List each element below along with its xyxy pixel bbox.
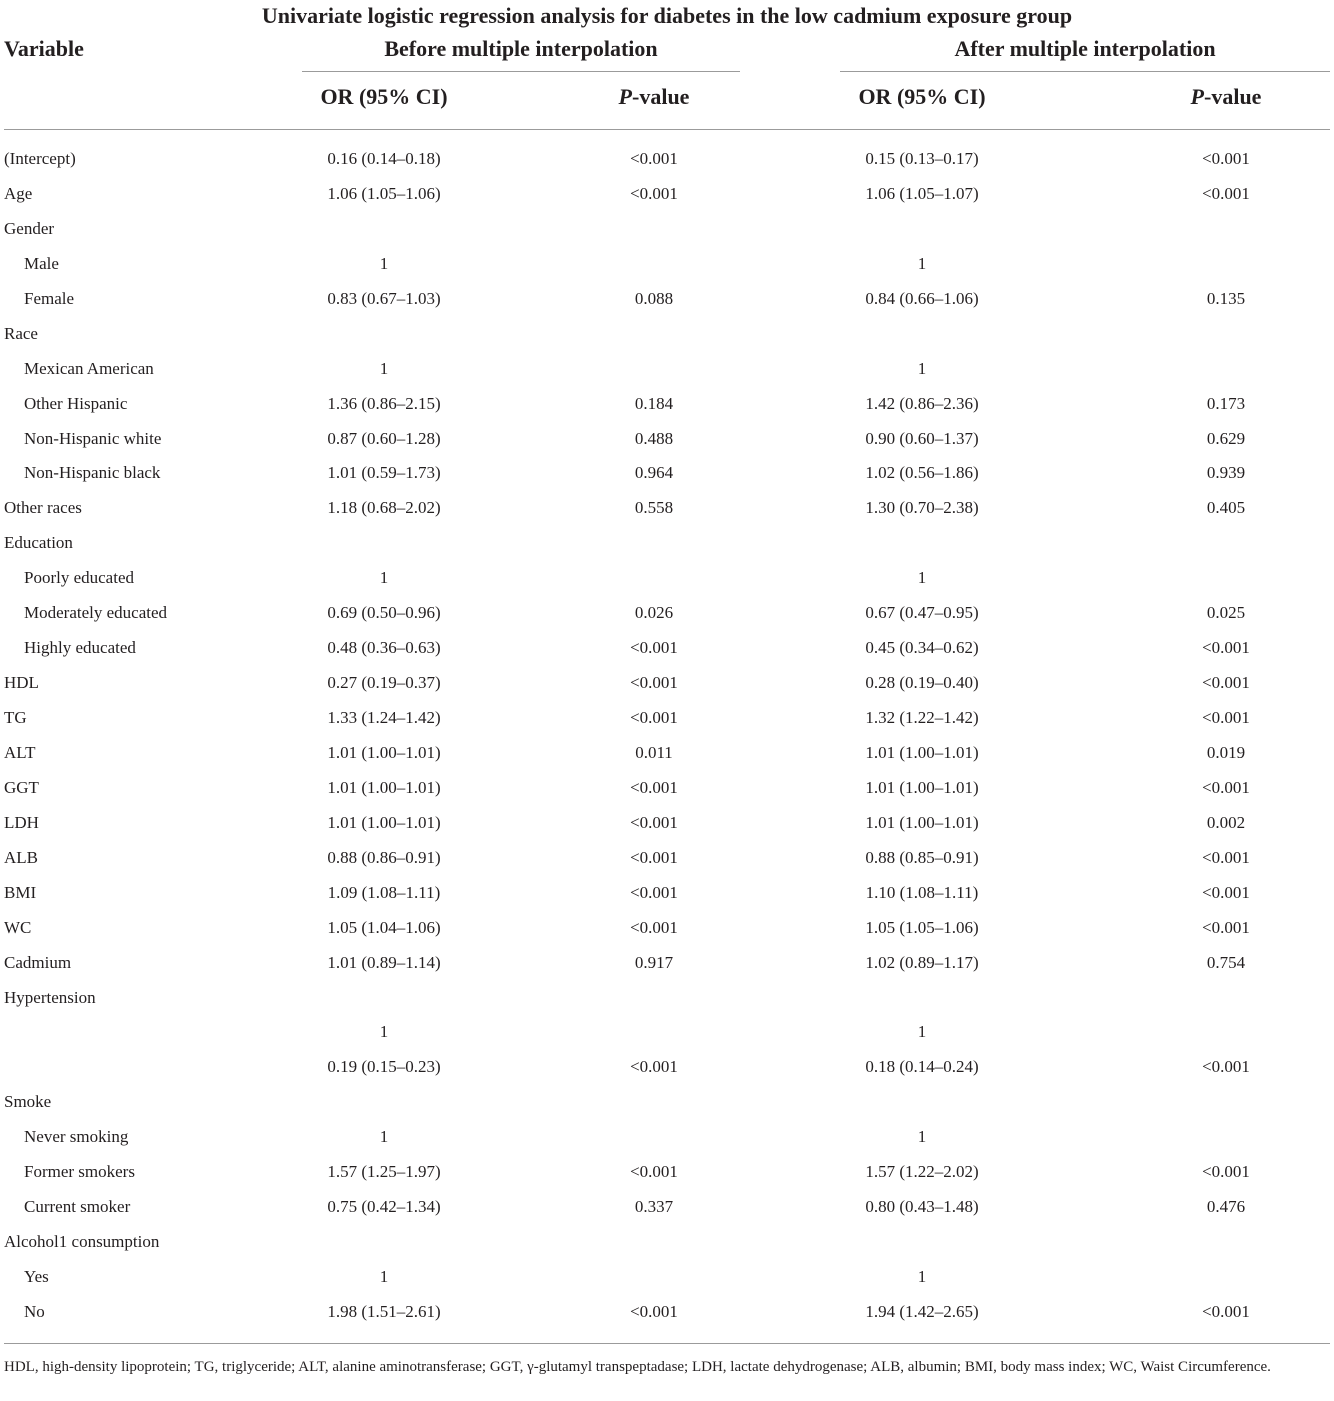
or-ci-after: 0.84 (0.66–1.06) [865,288,979,308]
table-row [0,1085,1334,1120]
or-ci-after: 0.15 (0.13–0.17) [865,149,979,168]
table-row [0,946,1334,981]
table-row [0,317,1334,352]
table-row [0,1050,1334,1085]
table-row [0,282,1334,317]
table-footnote: HDL, high-density lipoprotein; TG, triglyceride; ALT, alanine aminotransferase; GGT, γ-glutamyl transpeptadase; LDH, lactate dehydrogenase; ALB, albumin; BMI, body mass index; WC, Waist Circumference. [4,1359,1271,1375]
row-label: BMI [4,882,37,902]
row-label: Current smoker [24,1197,131,1217]
or-ci-before: 1.06 (1.05–1.06) [327,183,441,203]
row-label: Non-Hispanic white [24,428,162,448]
or-ci-before: 0.48 (0.36–0.63) [327,638,441,658]
p-letter: P [1190,84,1204,109]
or-ci-after: 1.01 (1.00–1.01) [865,777,979,797]
table-row [0,352,1334,387]
or-ci-after: 0.18 (0.14–0.24) [865,1057,979,1077]
table-row [0,142,1334,177]
or-ci-before: 1.98 (1.51–2.61) [327,1301,441,1321]
row-label: Smoke [4,1092,52,1112]
row-label: Former smokers [24,1162,135,1182]
or-ci-after: 1.06 (1.05–1.07) [865,183,979,203]
p-value-after: <0.001 [1202,1057,1250,1077]
p-suffix: -value [1204,84,1262,109]
table-row [0,561,1334,596]
table-row [0,736,1334,771]
p-value-after: <0.001 [1202,183,1250,203]
table-row [0,1155,1334,1190]
footer-rule [4,1343,1330,1344]
p-value-after: <0.001 [1202,1162,1250,1182]
or-ci-after: 0.88 (0.85–0.91) [865,847,979,867]
or-ci-before: 0.87 (0.60–1.28) [327,428,441,448]
header-p-value-after [1126,83,1326,111]
row-label: Alcohol1 consumption [4,1232,160,1252]
header-rule [4,129,1330,130]
row-label: Race [4,323,38,343]
table-row [0,1015,1334,1050]
or-ci-after: 0.80 (0.43–1.48) [865,1197,979,1217]
table-row [0,981,1334,1016]
or-ci-before: 0.27 (0.19–0.37) [327,673,441,693]
table-row [0,1120,1334,1155]
or-ci-after: 1 [917,358,927,378]
p-value-after: 0.476 [1206,1197,1246,1217]
row-label: Education [4,533,73,553]
or-ci-after: 1.05 (1.05–1.06) [865,917,979,937]
table-row [0,771,1334,806]
or-ci-after: 1 [917,568,927,588]
or-ci-after: 1 [917,1267,927,1286]
or-ci-before: 1 [379,1267,389,1286]
p-value-after: <0.001 [1202,673,1250,693]
row-label: Moderately educated [24,603,168,623]
row-label: (Intercept) [4,149,76,168]
p-value-after: 0.754 [1206,952,1246,972]
divider-after-group [840,71,1330,72]
row-label: Highly educated [24,638,136,658]
table-row [0,526,1334,561]
or-ci-after: 1.02 (0.89–1.17) [865,952,979,972]
or-ci-after: 1.57 (1.22–2.02) [865,1162,979,1182]
table-row [0,631,1334,666]
table-row [0,876,1334,911]
row-label: Hypertension [4,987,96,1007]
row-label: Male [24,253,59,273]
table-row [0,422,1334,457]
row-label: Cadmium [4,952,72,972]
header-or-ci-after: OR (95% CI) [858,84,986,109]
header-or-ci-before: OR (95% CI) [320,84,448,109]
header-p-value-before [554,83,754,111]
p-value-after: 0.135 [1206,288,1246,308]
p-value-before: 0.337 [634,1197,674,1217]
p-value-after: 0.002 [1206,812,1246,832]
p-value-before: 0.011 [635,742,673,762]
or-ci-before: 1 [379,1022,389,1042]
row-label: Other races [4,498,82,518]
or-ci-after: 1.94 (1.42–2.65) [865,1301,979,1321]
or-ci-after: 0.67 (0.47–0.95) [865,603,979,623]
p-value-before: <0.001 [630,847,678,867]
row-label: Poorly educated [24,568,134,588]
p-value-after: 0.629 [1206,428,1246,448]
or-ci-before: 1.09 (1.08–1.11) [327,882,441,902]
table-row [0,806,1334,841]
p-value-before: <0.001 [630,1057,678,1077]
table-row [0,456,1334,491]
p-value-after: <0.001 [1202,847,1250,867]
row-label: HDL [4,673,39,693]
table-row [0,841,1334,876]
p-value-after: <0.001 [1202,777,1250,797]
or-ci-after: 1.02 (0.56–1.86) [865,463,979,483]
row-label: ALT [4,742,36,762]
or-ci-before: 0.19 (0.15–0.23) [327,1057,441,1077]
p-value-before: <0.001 [630,812,678,832]
table-row [0,911,1334,946]
or-ci-before: 1.01 (1.00–1.01) [327,777,441,797]
or-ci-after: 1.30 (0.70–2.38) [865,498,979,518]
or-ci-after: 0.28 (0.19–0.40) [865,673,979,693]
p-value-after: 0.405 [1206,498,1246,518]
or-ci-before: 1.01 (0.89–1.14) [327,952,441,972]
or-ci-before: 0.75 (0.42–1.34) [327,1197,441,1217]
p-value-before: 0.964 [634,463,674,483]
table-row [0,701,1334,736]
p-value-before: <0.001 [630,149,678,168]
p-value-after: 0.019 [1206,742,1246,762]
p-value-after: <0.001 [1202,1301,1250,1321]
p-value-before: <0.001 [630,882,678,902]
p-value-after: <0.001 [1202,638,1250,658]
row-label: No [24,1301,45,1321]
or-ci-before: 1.33 (1.24–1.42) [327,708,441,727]
p-value-before: <0.001 [630,917,678,937]
or-ci-after: 1.01 (1.00–1.01) [865,812,979,832]
or-ci-before: 0.83 (0.67–1.03) [327,288,441,308]
row-label: Non-Hispanic black [24,463,161,483]
p-value-before: <0.001 [630,1301,678,1321]
p-value-before: <0.001 [630,183,678,203]
row-label: Other Hispanic [24,393,128,413]
row-label: Female [24,288,75,308]
p-value-after: 0.939 [1206,463,1246,483]
table-row [0,1260,1334,1295]
table-row [0,1295,1334,1330]
row-label: Yes [24,1267,49,1286]
row-label: Gender [4,218,55,238]
p-value-before: 0.088 [634,288,674,308]
p-value-after: <0.001 [1202,917,1250,937]
header-before-group: Before multiple interpolation [384,36,658,61]
or-ci-after: 1.42 (0.86–2.36) [865,393,979,413]
or-ci-before: 0.88 (0.86–0.91) [327,847,441,867]
p-value-before: <0.001 [630,673,678,693]
or-ci-before: 1.05 (1.04–1.06) [327,917,441,937]
or-ci-before: 1.57 (1.25–1.97) [327,1162,441,1182]
row-label: Never smoking [24,1127,129,1147]
p-value-before: 0.488 [634,428,674,448]
table-row [0,491,1334,526]
or-ci-after: 1.01 (1.00–1.01) [865,742,979,762]
p-value-before: 0.558 [634,498,674,518]
divider-before-group [302,71,740,72]
table-row [0,1190,1334,1225]
or-ci-before: 1.01 (1.00–1.01) [327,812,441,832]
p-value-before: <0.001 [630,638,678,658]
or-ci-after: 1 [917,1022,927,1042]
or-ci-before: 0.16 (0.14–0.18) [327,149,441,168]
or-ci-before: 1.01 (0.59–1.73) [327,463,441,483]
p-value-before: <0.001 [630,1162,678,1182]
or-ci-after: 1 [917,253,927,273]
p-value-after: <0.001 [1202,882,1250,902]
table-row [0,177,1334,212]
table-row [0,212,1334,247]
row-label: LDH [4,812,39,832]
or-ci-before: 0.69 (0.50–0.96) [327,603,441,623]
p-value-after: <0.001 [1202,149,1250,168]
row-label: GGT [4,777,39,797]
table-title: Univariate logistic regression analysis for diabetes in the low cadmium exposure group [261,3,1073,28]
p-value-before: 0.917 [634,952,674,972]
or-ci-before: 1 [379,1127,389,1147]
or-ci-before: 1 [379,253,389,273]
row-label: Age [4,183,33,203]
header-after-group: After multiple interpolation [954,36,1216,61]
p-value-before: <0.001 [630,708,678,727]
or-ci-before: 1.36 (0.86–2.15) [327,393,441,413]
or-ci-before: 1.01 (1.00–1.01) [327,742,441,762]
table-row [0,596,1334,631]
p-value-after: 0.173 [1206,393,1246,413]
table-row [0,1225,1334,1260]
table-row [0,387,1334,422]
row-label: TG [4,708,27,727]
or-ci-before: 1.18 (0.68–2.02) [327,498,441,518]
or-ci-before: 1 [379,568,389,588]
p-value-after: <0.001 [1202,708,1250,727]
table-body [0,142,1334,1330]
row-label: WC [4,917,32,937]
p-value-before: 0.184 [634,393,674,413]
table-row [0,666,1334,701]
p-letter: P [618,84,632,109]
p-value-before: 0.026 [634,603,674,623]
row-label: Mexican American [24,358,154,378]
table-row [0,247,1334,282]
or-ci-after: 0.90 (0.60–1.37) [865,428,979,448]
or-ci-after: 1.32 (1.22–1.42) [865,708,979,727]
header-variable: Variable [4,36,84,61]
row-label: ALB [4,847,38,867]
or-ci-after: 0.45 (0.34–0.62) [865,638,979,658]
or-ci-before: 1 [379,358,389,378]
or-ci-after: 1.10 (1.08–1.11) [865,882,979,902]
or-ci-after: 1 [917,1127,927,1147]
p-value-after: 0.025 [1206,603,1246,623]
p-value-before: <0.001 [630,777,678,797]
p-suffix: -value [632,84,690,109]
